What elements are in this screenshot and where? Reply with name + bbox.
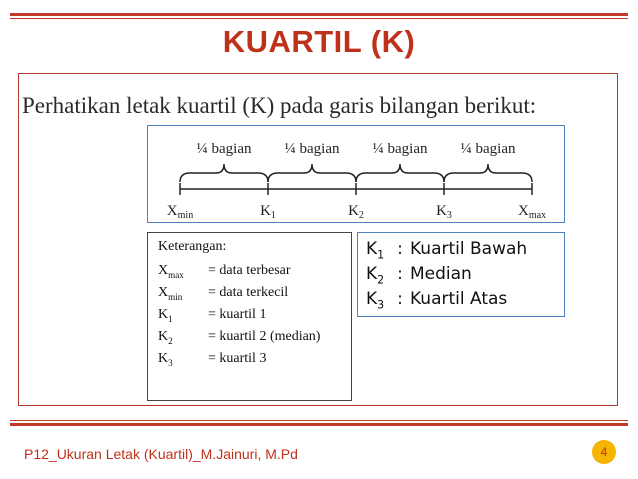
- quarter-label: ¼ bagian: [460, 141, 516, 157]
- bottom-rule-thin: [10, 420, 628, 421]
- quartile-symbol: $K_1$: [366, 239, 385, 262]
- legend-symbol: $X_{max}$: [158, 263, 184, 280]
- number-line-svg: [148, 126, 566, 224]
- legend-symbol: $K_2$: [158, 329, 173, 346]
- quarter-brace: [444, 164, 532, 182]
- quarter-brace: [268, 164, 356, 182]
- legend-row: [158, 285, 348, 307]
- legend-symbol: $K_1$: [158, 307, 173, 324]
- intro-text: Perhatikan letak kuartil (K) pada garis bilangan berikut:: [22, 93, 537, 118]
- legend-description: = kuartil 2 (median): [208, 329, 321, 344]
- quartile-colon: :: [397, 289, 403, 309]
- quartile-name-row: [366, 289, 507, 313]
- legend-description: = data terkecil: [208, 285, 289, 300]
- quartile-colon: :: [397, 239, 403, 259]
- quarter-brace: [180, 164, 268, 182]
- quartile-name: Kuartil Bawah: [410, 239, 528, 259]
- number-line-point-label: $X_{max}$: [517, 203, 547, 221]
- quartile-name: Median: [410, 264, 472, 284]
- quartile-colon: :: [397, 264, 403, 284]
- quartile-symbol: $K_2$: [366, 264, 385, 287]
- legend-row: [158, 263, 348, 285]
- quartile-names-box: [357, 232, 565, 317]
- top-rule-thick: [10, 13, 628, 16]
- legend-row: [158, 307, 348, 329]
- page-number-badge: 4: [592, 440, 616, 464]
- legend-row: [158, 329, 348, 351]
- slide-title: KUARTIL (K): [222, 24, 416, 59]
- legend-box: [147, 232, 352, 401]
- number-line-point-label: $K_3$: [436, 203, 452, 221]
- legend-description: = kuartil 1: [208, 307, 267, 322]
- legend-symbol: $X_{min}$: [158, 285, 183, 302]
- legend-description: = data terbesar: [208, 263, 291, 278]
- quarter-label: ¼ bagian: [196, 141, 252, 157]
- quarter-label: ¼ bagian: [284, 141, 340, 157]
- top-rule-thin: [10, 18, 628, 19]
- legend-description: = kuartil 3: [208, 351, 267, 366]
- legend-row: [158, 351, 348, 373]
- quarter-brace: [356, 164, 444, 182]
- number-line-point-label: $K_2$: [348, 203, 364, 221]
- number-line-point-label: $K_1$: [260, 203, 276, 221]
- quarter-label: ¼ bagian: [372, 141, 428, 157]
- quartile-name: Kuartil Atas: [410, 289, 508, 309]
- number-line-figure: [147, 125, 565, 223]
- quartile-name-row: [366, 239, 527, 263]
- quartile-name-row: [366, 264, 472, 288]
- footer-text: P12_Ukuran Letak (Kuartil)_M.Jainuri, M.Pd: [24, 446, 298, 462]
- bottom-rule-thick: [10, 423, 628, 426]
- legend-heading: Keterangan:: [158, 239, 227, 254]
- legend-symbol: $K_3$: [158, 351, 173, 368]
- quartile-symbol: $K_3$: [366, 289, 385, 312]
- number-line-point-label: $X_{min}$: [166, 203, 194, 221]
